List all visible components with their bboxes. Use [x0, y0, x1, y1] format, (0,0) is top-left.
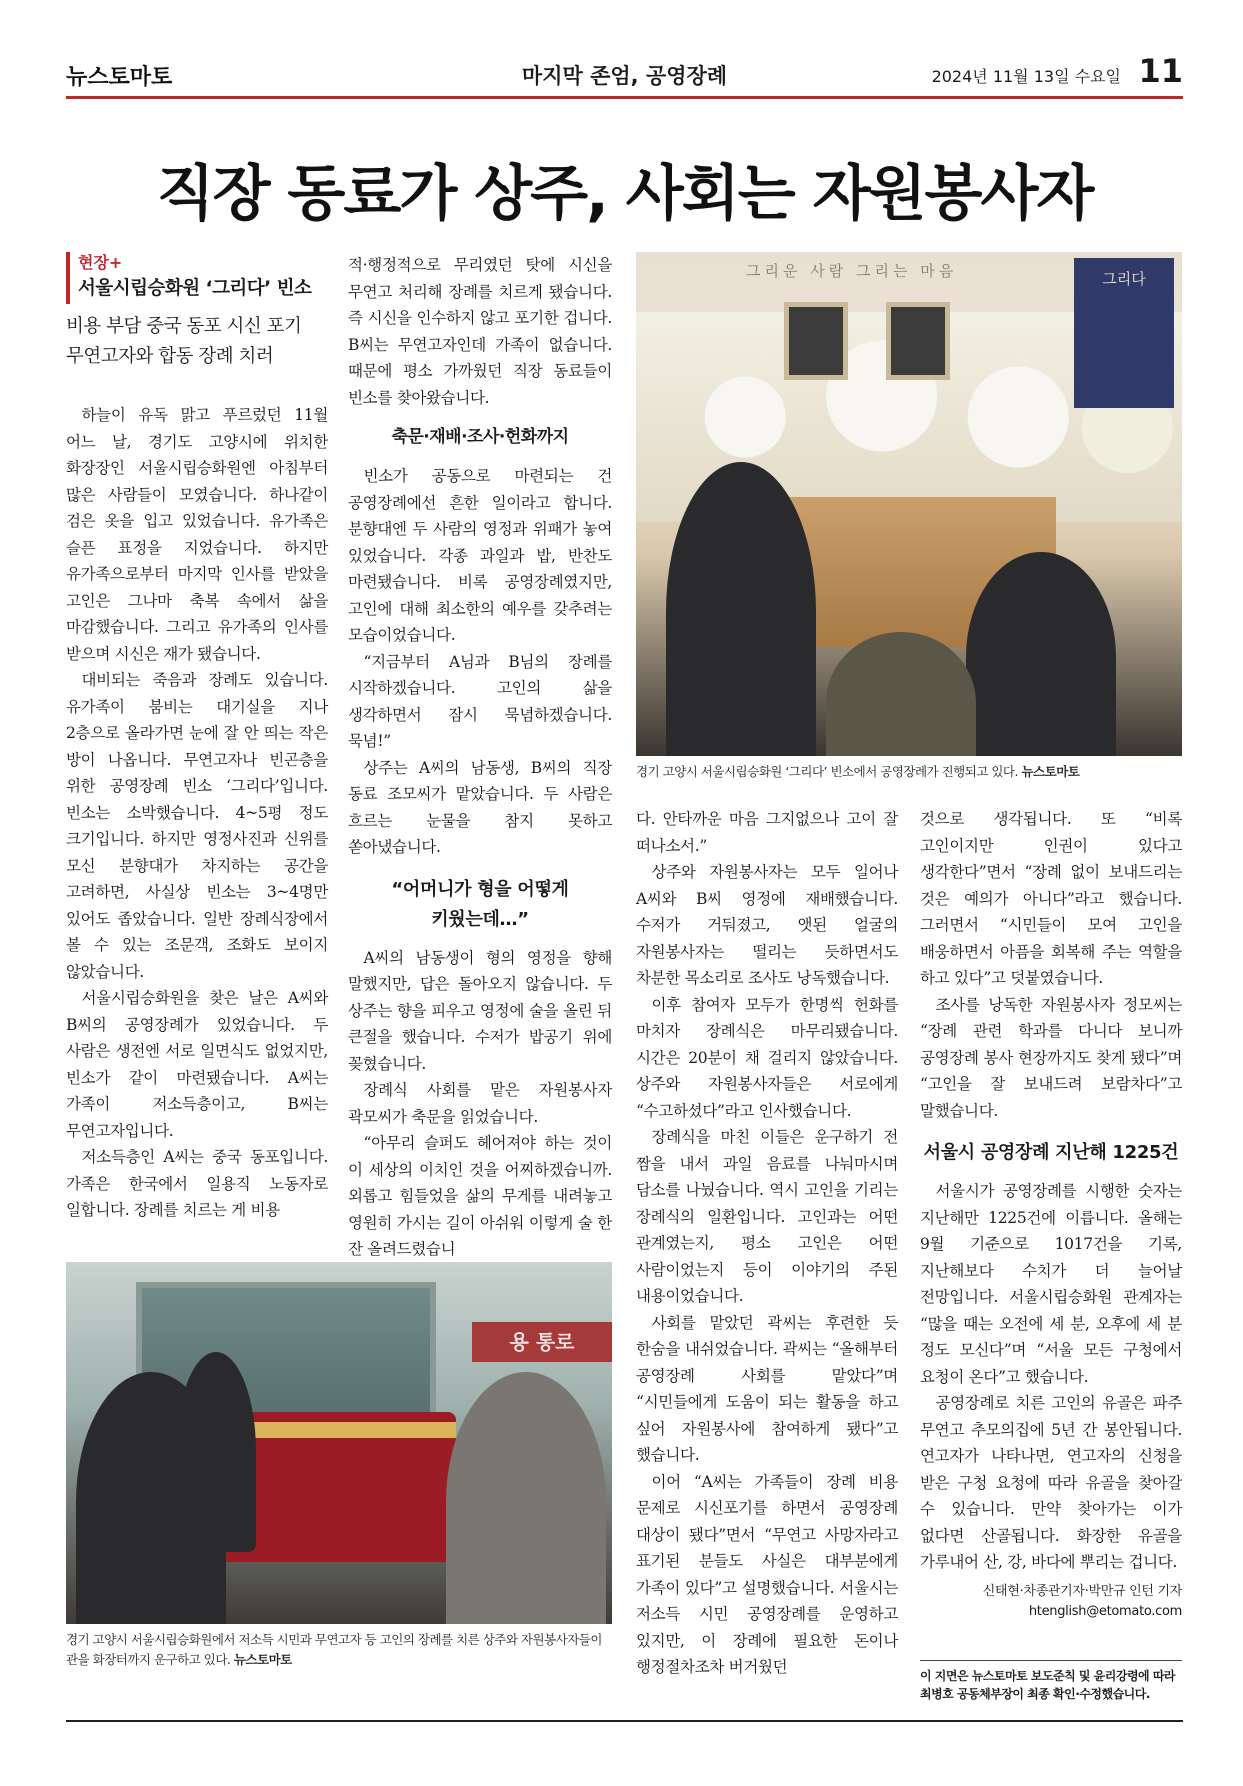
- paragraph: 것으로 생각됩니다. 또 “비록 고인이지만 인권이 있다고 생각한다”면서 “장례 없이 보내드리는 것은 예의가 아니다”라고 했습니다. 그러면서 “시민들이 모여 고인을 배웅하면서 아픔을 회복해 주는 역할을 하고 있다”고 덧붙였습니다.: [920, 810, 1182, 987]
- paragraph: 조사를 낭독한 자원봉사자 정모씨는 “장례 관련 학과를 다니다 보니까 공영장례 봉사 현장까지도 찾게 됐다”며 “고인을 잘 보내드려 보람차다”고 말했습니다.: [920, 995, 1182, 1120]
- caption-text: 경기 고양시 서울시립승화원 ‘그리다’ 빈소에서 공영장례가 진행되고 있다.: [636, 764, 1018, 779]
- person-silhouette: [176, 1352, 256, 1552]
- byline-names: 신태현·차종관기자·박만규 인턴 기자: [982, 1583, 1182, 1599]
- article-column-2: [348, 252, 612, 1263]
- paragraph: 빈소가 공동으로 마련되는 건 공영장례에선 흔한 일이라고 합니다. 분향대엔 두 사람의 영정과 위패가 놓여 있었습니다. 각종 과일과 밥, 반찬도 마련됐습니다. 비록 공영장례였지만, 고인에 대해 최소한의 예우를 갖추려는 모습이었습니다.: [348, 467, 612, 644]
- paragraph: 장례식을 마친 이들은 운구하기 전 짬을 내서 과일 음료를 나눠마시며 담소를 나눴습니다. 역시 고인을 기리는 장례식의 일환입니다. 고인과는 어떤 관계였는지, 평소 고인은 어떤 사람이었는지 등이 이야기의 주된 내용이었습니다.: [636, 1128, 898, 1305]
- subhead-1: 서울시립승화원 ‘그리다’ 빈소: [66, 274, 328, 304]
- photo-memorial-altar: [636, 252, 1182, 756]
- photo-caption-2: [66, 1630, 612, 1670]
- midheading-2: “어머니가 형을 어떻게 키웠는데…”: [391, 878, 569, 930]
- person-silhouette: [446, 1372, 606, 1624]
- portrait-frame: [886, 302, 950, 380]
- paragraph: “지금부터 A님과 B님의 장례를 시작하겠습니다. 고인의 삶을 생각하면서 잠시 묵념하겠습니다. 묵념!”: [348, 652, 612, 750]
- paragraph: 상주와 자원봉사자는 모두 일어나 A씨와 B씨 영정에 재배했습니다. 수저가 거둬졌고, 앳된 얼굴의 자원봉사자는 떨리는 듯하면서도 차분한 목소리로 조사도 낭독했습니다.: [636, 863, 898, 987]
- article-column-4: [920, 806, 1182, 1622]
- paragraph: 저소득층인 A씨는 중국 동포입니다. 가족은 한국에서 일용직 노동자로 일합니다. 장례를 치르는 게 비용: [66, 1148, 328, 1219]
- brand-logo: 뉴스토마토: [66, 65, 173, 90]
- banner: 그리다: [1074, 258, 1174, 408]
- paragraph: 서울시가 공영장례를 시행한 숫자는 지난해만 1225건에 이릅니다. 올해는 9월 기준으로 1017건을 기록, 지난해보다 수치가 더 늘어날 전망입니다. 서울시립승화원 관계자는 “많을 때는 오전에 세 분, 오후에 세 분 정도 모신다”며 “서울 모든 구청에서 요청이 온다”고 했습니다.: [920, 1182, 1182, 1386]
- hall-sign: 용 통로: [472, 1322, 612, 1362]
- issue-date: 2024년 11월 13일 수요일: [931, 67, 1121, 86]
- paragraph: 공영장례로 치른 고인의 유골은 파주 무연고 추모의집에 5년 간 봉안됩니다. 연고자가 나타나면, 연고자의 신청을 받은 구청 요청에 따라 유골을 찾아갈 수 있습니다. 만약 찾아가는 이가 없다면 산골됩니다. 화장한 유골을 가루내어 산, 강, 바다에 뿌리는 겁니다.: [920, 1394, 1182, 1571]
- photo-caption-1: [636, 762, 1182, 782]
- kicker: 현장+: [66, 252, 328, 274]
- bottom-rule: [66, 1720, 1183, 1722]
- paragraph: 다. 안타까운 마음 그지없으나 고이 잘 떠나소서.”: [636, 810, 898, 855]
- paragraph: 적·행정적으로 무리였던 탓에 시신을 무연고 처리해 장례를 치르게 됐습니다. 즉 시신을 인수하지 않고 포기한 겁니다. B씨는 무연고자인데 가족이 없습니다. 때문에 평소 가까웠던 직장 동료들이 빈소를 찾아왔습니다.: [348, 256, 612, 407]
- paragraph: 하늘이 유독 맑고 푸르렀던 11월 어느 날, 경기도 고양시에 위치한 화장장인 서울시립승화원엔 아침부터 많은 사람들이 모였습니다. 하나같이 검은 옷을 입고 있었습니다. 유가족은 슬픈 표정을 지었습니다. 하지만 유가족으로부터 마지막 인사를 받았을 고인은 그나마 축복 속에서 삶을 마감했습니다. 그리고 유가족의 인사를 받으며 시신은 재가 됐습니다.: [66, 406, 328, 663]
- paragraph: “아무리 슬퍼도 헤어져야 하는 것이 이 세상의 이치인 것을 어찌하겠습니까. 외롭고 힘들었을 삶의 무게를 내려놓고 영원히 가시는 길이 아쉬워 이렇게 술 한 잔 올려드렸습니: [348, 1134, 612, 1258]
- masthead-rule: [66, 96, 1183, 99]
- byline: [920, 1582, 1182, 1622]
- page-number: 11: [1138, 52, 1183, 90]
- person-silhouette: [966, 552, 1116, 756]
- article-column-3: [636, 806, 898, 1681]
- editorial-footnote: 이 지면은 뉴스토마토 보도준칙 및 윤리강령에 따라 최병호 공동체부장이 최종 확인·수정했습니다.: [920, 1660, 1182, 1703]
- subhead-2: 비용 부담 중국 동포 시신 포기: [66, 316, 302, 337]
- paragraph: A씨의 남동생이 형의 영정을 향해 말했지만, 답은 돌아오지 않습니다. 두 상주는 향을 피우고 영정에 술을 올린 뒤 큰절을 했습니다. 수저가 밥공기 위에 꽂혔습니다.: [348, 948, 612, 1073]
- portrait-frame: [784, 302, 848, 380]
- article-column-1: [66, 402, 328, 1224]
- midheading-3: 서울시 공영장례 지난해 1225건: [923, 1142, 1179, 1163]
- photo-coffin-procession: [66, 1262, 612, 1624]
- wall-lettering: 그리운 사람 그리는 마음: [746, 262, 958, 280]
- photo-credit: 뉴스토마토: [1021, 764, 1080, 779]
- section-title: 마지막 존엄, 공영장례: [521, 64, 728, 88]
- paragraph: 장례식 사회를 맡은 자원봉사자 곽모씨가 축문을 읽었습니다.: [348, 1081, 612, 1126]
- person-silhouette: [666, 462, 816, 756]
- paragraph: 서울시립승화원을 찾은 날은 A씨와 B씨의 공영장례가 있었습니다. 두 사람은 생전엔 서로 일면식도 없었지만, 빈소가 같이 마련됐습니다. A씨는 가족이 저소득층이고, B씨는 무연고자입니다.: [66, 989, 328, 1140]
- midheading-1: 축문·재배·조사·헌화까지: [391, 427, 569, 447]
- person-silhouette: [826, 632, 976, 756]
- paragraph: 대비되는 죽음과 장례도 있습니다. 유가족이 붐비는 대기실을 지나 2층으로 올라가면 눈에 잘 안 띄는 작은 방이 나옵니다. 무연고자나 빈곤층을 위한 공영장례 빈소 ‘그리다’입니다. 빈소는 소박했습니다. 4~5평 정도 크기입니다. 하지만 영정사진과 신위를 모신 분향대가 차지하는 공간을 고려하면, 사실상 빈소는 3~4명만 있어도 좁았습니다. 일반 장례식장에서 볼 수 있는 조문객, 조화도 보이지 않았습니다.: [66, 671, 328, 981]
- paragraph: 사회를 맡았던 곽씨는 후련한 듯 한숨을 내쉬었습니다. 곽씨는 “올해부터 공영장례 사회를 맡았다”며 “시민들에게 도움이 되는 활동을 하고 싶어 자원봉사에 참여하게 됐다”고 했습니다.: [636, 1313, 898, 1464]
- paragraph: 이후 참여자 모두가 한명씩 헌화를 마치자 장례식은 마무리됐습니다. 시간은 20분이 채 걸리지 않았습니다. 상주와 자원봉사자들은 서로에게 “수고하셨다”라고 인사했습니다.: [636, 995, 898, 1120]
- byline-email[interactable]: htenglish@etomato.com: [1028, 1603, 1182, 1619]
- caption-text: 경기 고양시 서울시립승화원에서 저소득 시민과 무연고자 등 고인의 장례를 치른 상주와 자원봉사자들이 관을 화장터까지 운구하고 있다.: [66, 1632, 602, 1667]
- kicker-block: [66, 252, 328, 372]
- masthead: [66, 54, 1183, 96]
- headline: 직장 동료가 상주, 사회는 자원봉사자: [156, 159, 1093, 229]
- paragraph: 상주는 A씨의 남동생, B씨의 직장 동료 조모씨가 맡았습니다. 두 사람은 흐르는 눈물을 참지 못하고 쏟아냈습니다.: [348, 758, 612, 856]
- subhead-3: 무연고자와 합동 장례 치러: [66, 346, 274, 367]
- photo-credit: 뉴스토마토: [233, 1652, 292, 1667]
- paragraph: 이어 “A씨는 가족들이 장례 비용 문제로 시신포기를 하면서 공영장례 대상이 됐다”면서 “무연고 사망자라고 표기된 분들도 사실은 대부분에게 가족이 있다”고 설명했습니다. 서울시는 저소득 시민 공영장례를 운영하고 있지만, 이 장례에 필요한 돈이나 행정절차조차 버거웠던: [636, 1472, 898, 1676]
